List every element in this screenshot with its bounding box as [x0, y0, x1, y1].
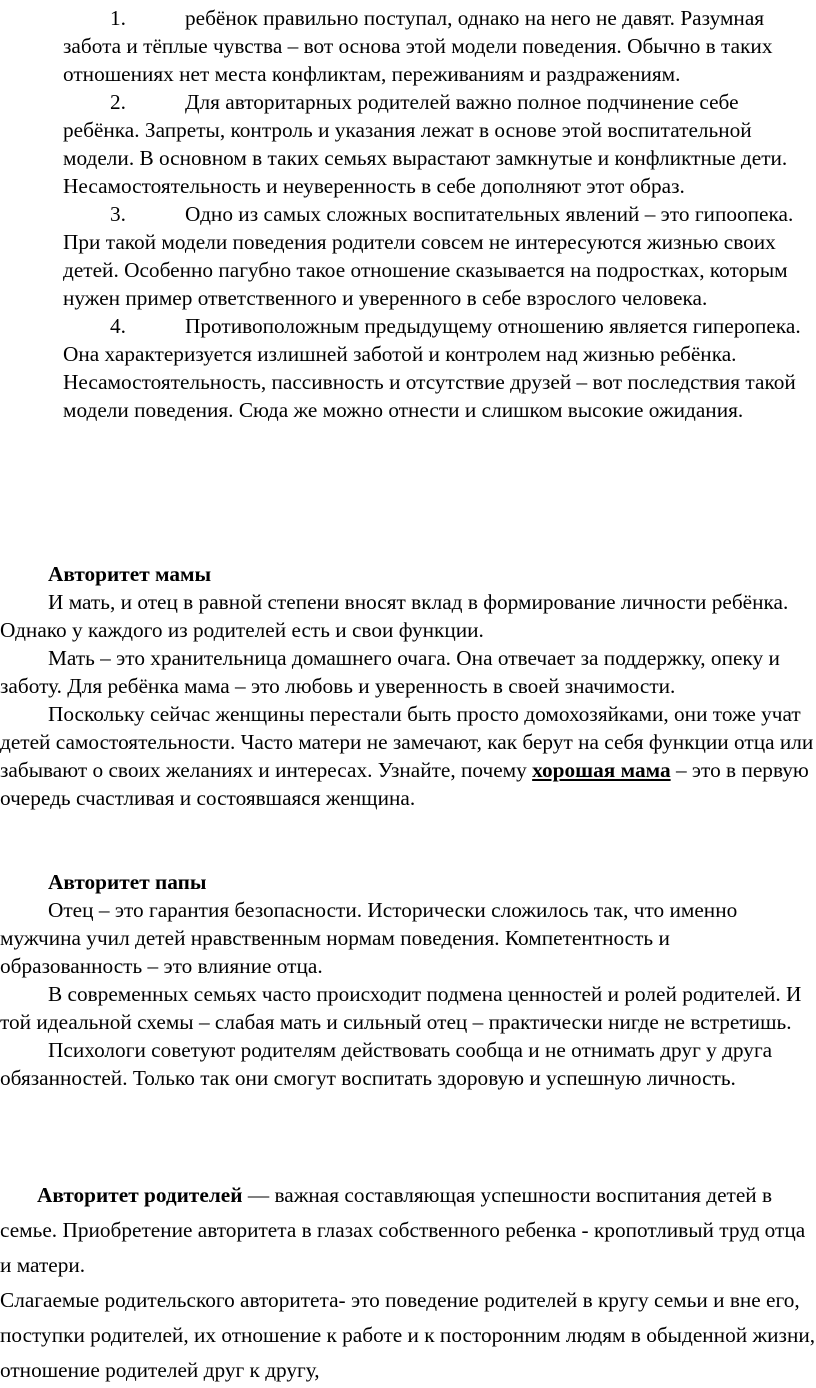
dad-section	[0, 868, 816, 1092]
list-item-text: Одно из самых сложных воспитательных явлений – это гипоопека. При такой модели поведения родители совсем не интересуются жизнью своих детей. Особенно пагубно такое отношение сказывается на подростках, которым нужен пример ответственного и уверенного в себе взрослого человека.	[63, 202, 794, 310]
paragraph	[0, 700, 816, 812]
section-heading-dad: Авторитет папы	[48, 870, 207, 894]
paragraph: И мать, и отец в равной степени вносят вклад в формирование личности ребёнка. Однако у каждого из родителей есть и свои функции.	[0, 590, 789, 642]
paragraph-text: Поскольку сейчас женщины перестали быть просто домохозяйками, они тоже учат детей самостоятельности. Часто матери не замечают, как берут на себя функции отца или забывают о своих желаниях и интересах. Узнайте, почему	[0, 702, 814, 782]
mom-section	[0, 560, 816, 812]
parents-section	[0, 1178, 816, 1388]
section-heading-mom: Авторитет мамы	[48, 562, 212, 586]
good-mom-link[interactable]: хорошая мама	[532, 758, 671, 782]
paragraph: Слагаемые родительского авторитета- это поведение родителей в кругу семьи и вне его, поступки родителей, их отношение к работе и к посторонним людям в обыденной жизни, отношение родителей друг к другу,	[0, 1288, 816, 1382]
list-item	[63, 312, 815, 424]
list-item-text: ребёнок правильно поступал, однако на него не давят. Разумная забота и тёплые чувства – вот основа этой модели поведения. Обычно в таких отношениях нет места конфликтам, переживаниям и раздражениям.	[63, 6, 773, 86]
term-parents-authority: Авторитет родителей	[37, 1183, 243, 1207]
list-item	[63, 4, 815, 88]
list-item-number: 4.	[110, 314, 126, 338]
list-item	[63, 88, 815, 200]
list-item-text: Для авторитарных родителей важно полное подчинение себе ребёнка. Запреты, контроль и указания лежат в основе этой воспитательной модели. В основном в таких семьях вырастают замкнутые и конфликтные дети. Несамостоятельность и неуверенность в себе дополняют этот образ.	[63, 90, 788, 198]
paragraph	[0, 1178, 816, 1283]
list-item	[63, 200, 815, 312]
paragraph-text: — важная составляющая успешности воспитания детей в семье. Приобретение авторитета в глазах собственного ребенка - кропотливый труд отца и матери.	[0, 1183, 806, 1277]
paragraph: Мать – это хранительница домашнего очага. Она отвечает за поддержку, опеку и заботу. Для ребёнка мама – это любовь и уверенность в своей значимости.	[0, 646, 780, 698]
list-item-number: 1.	[110, 6, 126, 30]
paragraph: В современных семьях часто происходит подмена ценностей и ролей родителей. И той идеальной схемы – слабая мать и сильный отец – практически нигде не встретишь.	[0, 982, 802, 1034]
list-item-number: 3.	[110, 202, 126, 226]
paragraph-text: – это в первую очередь счастливая и состоявшаяся женщина.	[0, 758, 809, 810]
list-item-text: Противоположным предыдущему отношению является гиперопека. Она характеризуется излишней заботой и контролем над жизнью ребёнка. Несамостоятельность, пассивность и отсутствие друзей – вот последствия такой модели поведения. Сюда же можно отнести и слишком высокие ожидания.	[63, 314, 801, 422]
list-item-number: 2.	[110, 90, 126, 114]
paragraph: Психологи советуют родителям действовать сообща и не отнимать друг у друга обязанностей. Только так они смогут воспитать здоровую и успешную личность.	[0, 1038, 773, 1090]
numbered-list	[63, 4, 815, 424]
paragraph: Отец – это гарантия безопасности. Исторически сложилось так, что именно мужчина учил детей нравственным нормам поведения. Компетентность и образованность – это влияние отца.	[0, 898, 738, 978]
